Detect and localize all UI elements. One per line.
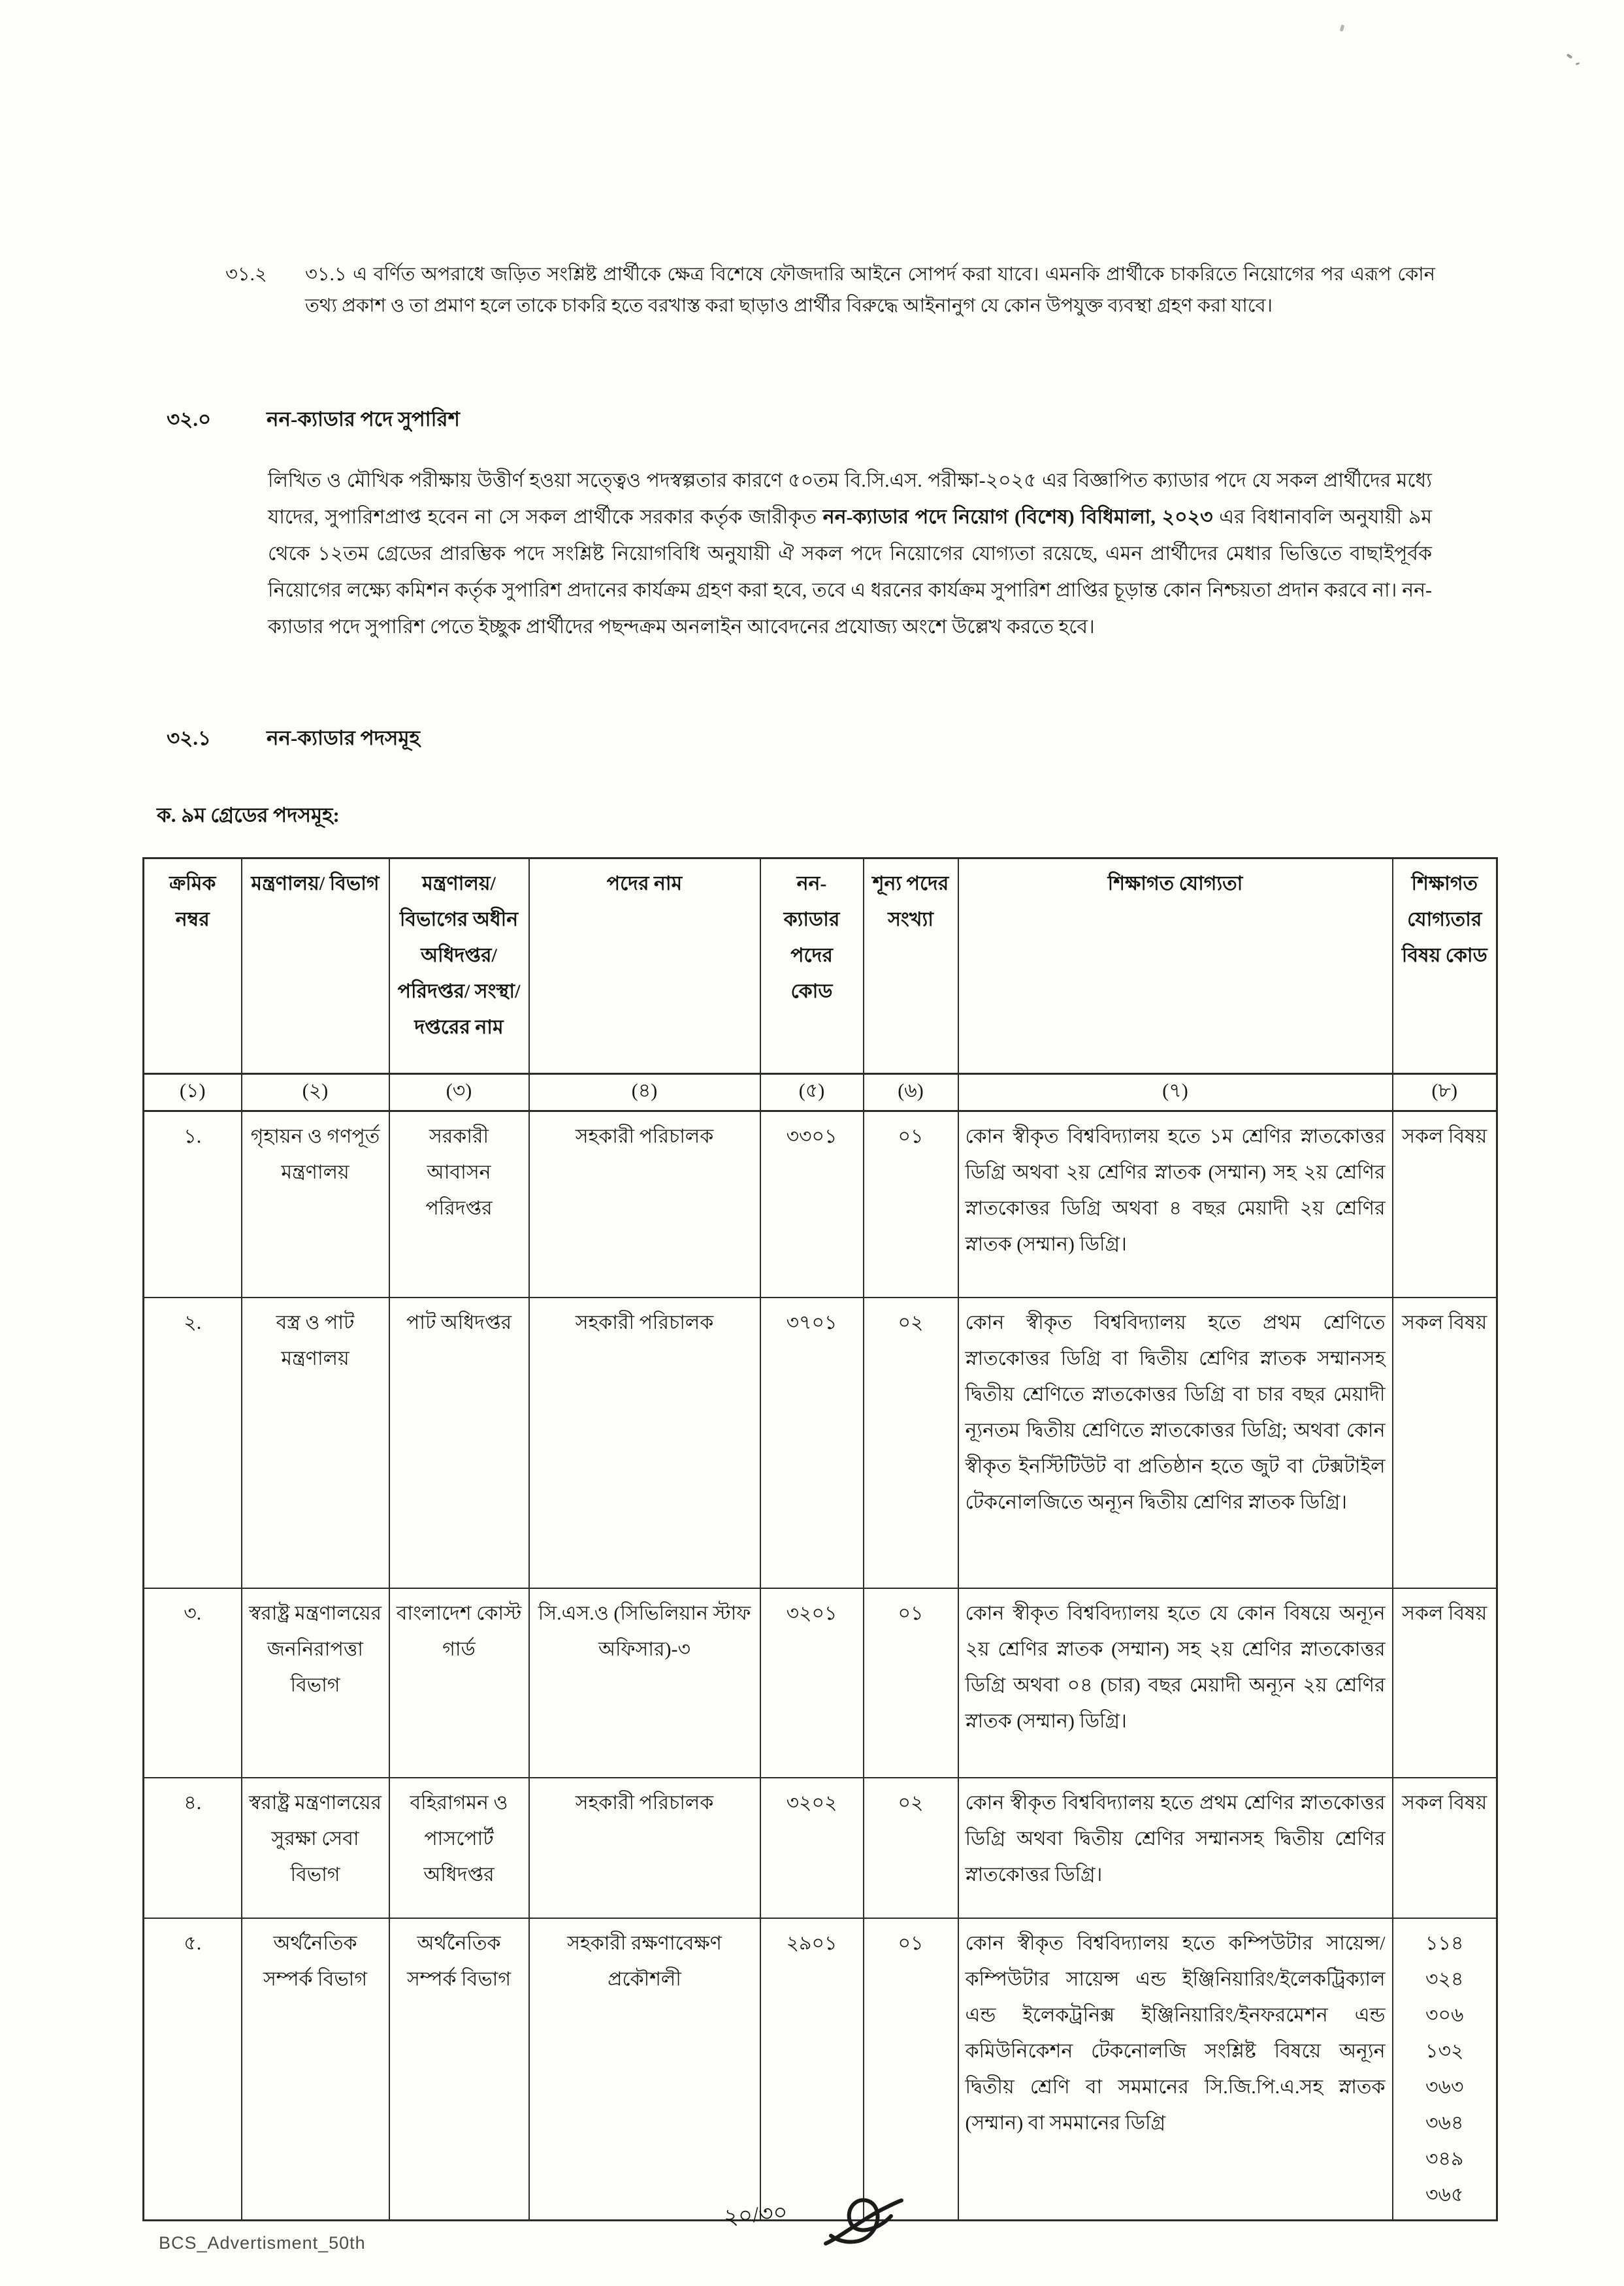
non-cadre-posts-table [142,857,1498,2221]
vacancy-cell: ০২ [864,1298,958,1588]
column-number: (১) [144,1074,242,1111]
header-cell-education: শিক্ষাগত যোগ্যতা [958,858,1393,1074]
section-number: ৩২.০ [167,408,212,431]
code-cell: ৩২০১ [760,1588,864,1778]
department-cell: পাট অধিদপ্তর [389,1298,529,1588]
table-row [144,1918,1497,2221]
department-cell: বাংলাদেশ কোস্ট গার্ড [389,1588,529,1778]
vacancy-cell: ০২ [864,1778,958,1918]
scan-artifact [1340,25,1344,32]
section-32-0-heading-row [167,406,1434,433]
post-cell: সহকারী পরিচালক [529,1778,760,1918]
section-title: নন-ক্যাডার পদসমূহ [267,727,420,749]
post-cell: সি.এস.ও (সিভিলিয়ান স্টাফ অফিসার)-৩ [529,1588,760,1778]
code-cell: ২৯০১ [760,1918,864,2221]
vacancy-cell: ০১ [864,1588,958,1778]
ministry-cell: স্বরাষ্ট্র মন্ত্রণালয়ের সুরক্ষা সেবা বিভাগ [242,1778,389,1918]
code-cell: ৩২০২ [760,1778,864,1918]
subject-code-cell: সকল বিষয় [1393,1588,1497,1778]
code-cell: ৩৭০১ [760,1298,864,1588]
header-cell-department: মন্ত্রণালয়/ বিভাগের অধীন অধিদপ্তর/ পরিদপ্তর/ সংস্থা/ দপ্তরের নাম [389,858,529,1074]
header-cell-serial: ক্রমিক নম্বর [144,858,242,1074]
department-cell: সরকারী আবাসন পরিদপ্তর [389,1111,529,1298]
subject-code-cell: ১১৪ ৩২৪ ৩০৬ ১৩২ ৩৬৩ ৩৬৪ ৩৪৯ ৩৬৫ [1393,1918,1497,2221]
serial-cell: ১. [144,1111,242,1298]
document-file-label: BCS_Advertisment_50th [159,2233,366,2253]
table-header-row [144,858,1497,1074]
column-number: (৪) [529,1074,760,1111]
section-32-0-body [268,463,1432,645]
clause-text: ৩১.১ এ বর্ণিত অপরাধে জড়িত সংশ্লিষ্ট প্রার্থীকে ক্ষেত্র বিশেষে ফৌজদারি আইনে সোপর্দ করা যাবে। এমনকি প্রার্থীকে চাকরিতে নিয়োগের পর এরূপ কোন তথ্য প্রকাশ ও তা প্রমাণ হলে তাকে চাকরি হতে বরখাস্ত করা ছাড়াও প্রার্থীর বিরুদ্ধে আইনানুগ যে কোন উপযুক্ত ব্যবস্থা গ্রহণ করা যাবে। [305,264,1435,316]
serial-cell: ৪. [144,1778,242,1918]
grade9-posts-heading: ক. ৯ম গ্রেডের পদসমূহ: [157,804,340,826]
department-cell: বহিরাগমন ও পাসপোর্ট অধিদপ্তর [389,1778,529,1918]
column-number: (৬) [864,1074,958,1111]
column-number: (২) [242,1074,389,1111]
section-32-1 [167,725,1081,751]
education-cell: কোন স্বীকৃত বিশ্ববিদ্যালয় হতে ১ম শ্রেণির স্নাতকোত্তর ডিগ্রি অথবা ২য় শ্রেণির স্নাতক (সম্মান) সহ ২য় শ্রেণির স্নাতকোত্তর ডিগ্রি অথবা ৪ বছর মেয়াদী ২য় শ্রেণির স্নাতক (সম্মান) ডিগ্রি। [958,1111,1393,1298]
ministry-cell: স্বরাষ্ট্র মন্ত্রণালয়ের জননিরাপত্তা বিভাগ [242,1588,389,1778]
serial-cell: ২. [144,1298,242,1588]
body-text-bold: নন-ক্যাডার পদে নিয়োগ (বিশেষ) বিধিমালা, ২০২৩ [822,506,1213,528]
clause-31-2 [225,259,1435,321]
header-cell-post: পদের নাম [529,858,760,1074]
section-title: নন-ক্যাডার পদে সুপারিশ [267,408,460,431]
vacancy-cell: ০১ [864,1111,958,1298]
header-cell-subject-code: শিক্ষাগত যোগ্যতার বিষয় কোড [1393,858,1497,1074]
vacancy-cell: ০১ [864,1918,958,2221]
table-row [144,1778,1497,1918]
post-cell: সহকারী পরিচালক [529,1298,760,1588]
clause-number: ৩১.২ [225,264,267,285]
scan-artifact [1576,62,1580,65]
education-cell: কোন স্বীকৃত বিশ্ববিদ্যালয় হতে প্রথম শ্রেণির স্নাতকোত্তর ডিগ্রি অথবা দ্বিতীয় শ্রেণির সম্মানসহ দ্বিতীয় শ্রেণির স্নাতকোত্তর ডিগ্রি। [958,1778,1393,1918]
header-cell-vacancies: শূন্য পদের সংখ্যা [864,858,958,1074]
post-cell: সহকারী পরিচালক [529,1111,760,1298]
column-number: (৩) [389,1074,529,1111]
header-cell-ministry: মন্ত্রণালয়/ বিভাগ [242,858,389,1074]
post-cell: সহকারী রক্ষণাবেক্ষণ প্রকৌশলী [529,1918,760,2221]
signature-mark [822,2180,907,2258]
serial-cell: ৩. [144,1588,242,1778]
subject-code-cell: সকল বিষয় [1393,1298,1497,1588]
page-number: ২০/৩০ [723,2200,789,2230]
section-number: ৩২.১ [167,727,212,749]
serial-cell: ৫. [144,1918,242,2221]
body-text-pre: লিখিত ও মৌখিক পরীক্ষায় উত্তীর্ণ হওয়া সত্ত্বেও পদস্বল্পতার কারণে ৫০তম বি.সি.এস. পরীক্ষা-২০২৫ এর বিজ্ঞাপিত ক্যাডার পদে যে সকল প্রার্থীদের মধ্যে যাদের, সুপারিশপ্রাপ্ত হবেন না সে সকল প্রার্থীকে সরকার কর্তৃক জারীকৃত [268,470,1432,528]
column-number: (৫) [760,1074,864,1111]
ministry-cell: বস্ত্র ও পাট মন্ত্রণালয় [242,1298,389,1588]
education-cell: কোন স্বীকৃত বিশ্ববিদ্যালয় হতে কম্পিউটার সায়েন্স/কম্পিউটার সায়েন্স এন্ড ইঞ্জিনিয়ারিং/ইলেকট্রিক্যাল এন্ড ইলেকট্রনিক্স ইঞ্জিনিয়ারিং/ইনফরমেশন এন্ড কমিউনিকেশন টেকনোলজি সংশ্লিষ্ট বিষয়ে অন্যূন দ্বিতীয় শ্রেণি বা সমমানের সি.জি.পি.এ.সহ স্নাতক (সম্মান) বা সমমানের ডিগ্রি [958,1918,1393,2221]
column-number-row [144,1074,1497,1111]
ministry-cell: অর্থনৈতিক সম্পর্ক বিভাগ [242,1918,389,2221]
scan-artifact [1567,54,1573,59]
subject-code-cell: সকল বিষয় [1393,1111,1497,1298]
table-row [144,1111,1497,1298]
code-cell: ৩৩০১ [760,1111,864,1298]
column-number: (৭) [958,1074,1393,1111]
body-text-post: এর বিধানাবলি অনুযায়ী ৯ম থেকে ১২তম গ্রেডের প্রারম্ভিক পদে সংশ্লিষ্ট নিয়োগবিধি অনুযায়ী ঐ সকল পদে নিয়োগের যোগ্যতা রয়েছে, এমন প্রার্থীদের মেধার ভিত্তিতে বাছাইপূর্বক নিয়োগের লক্ষ্যে কমিশন কর্তৃক সুপারিশ প্রদানের কার্যক্রম গ্রহণ করা হবে, তবে এ ধরনের কার্যক্রম সুপারিশ প্রাপ্তির চূড়ান্ত কোন নিশ্চয়তা প্রদান করবে না। নন-ক্যাডার পদে সুপারিশ পেতে ইচ্ছুক প্রার্থীদের পছন্দক্রম অনলাইন আবেদনের প্রযোজ্য অংশে উল্লেখ করতে হবে। [268,506,1433,638]
header-cell-code: নন- ক্যাডার পদের কোড [760,858,864,1074]
section-32-0 [167,406,1434,645]
education-cell: কোন স্বীকৃত বিশ্ববিদ্যালয় হতে প্রথম শ্রেণিতে স্নাতকোত্তর ডিগ্রি বা দ্বিতীয় শ্রেণির স্নাতক সম্মানসহ দ্বিতীয় শ্রেণিতে স্নাতকোত্তর ডিগ্রি বা চার বছর মেয়াদী ন্যূনতম দ্বিতীয় শ্রেণিতে স্নাতকোত্তর ডিগ্রি; অথবা কোন স্বীকৃত ইনস্টিটিউট বা প্রতিষ্ঠান হতে জুট বা টেক্সটাইল টেকনোলজিতে অন্যূন দ্বিতীয় শ্রেণির স্নাতক ডিগ্রি। [958,1298,1393,1588]
ministry-cell: গৃহায়ন ও গণপূর্ত মন্ত্রণালয় [242,1111,389,1298]
section-32-1-heading-row [167,725,1081,751]
table-row [144,1588,1497,1778]
department-cell: অর্থনৈতিক সম্পর্ক বিভাগ [389,1918,529,2221]
subject-code-cell: সকল বিষয় [1393,1778,1497,1918]
education-cell: কোন স্বীকৃত বিশ্ববিদ্যালয় হতে যে কোন বিষয়ে অন্যূন ২য় শ্রেণির স্নাতক (সম্মান) সহ ২য় শ্রেণির স্নাতকোত্তর ডিগ্রি অথবা ০৪ (চার) বছর মেয়াদী অন্যূন ২য় শ্রেণির স্নাতক (সম্মান) ডিগ্রি। [958,1588,1393,1778]
column-number: (৮) [1393,1074,1497,1111]
table-row [144,1298,1497,1588]
